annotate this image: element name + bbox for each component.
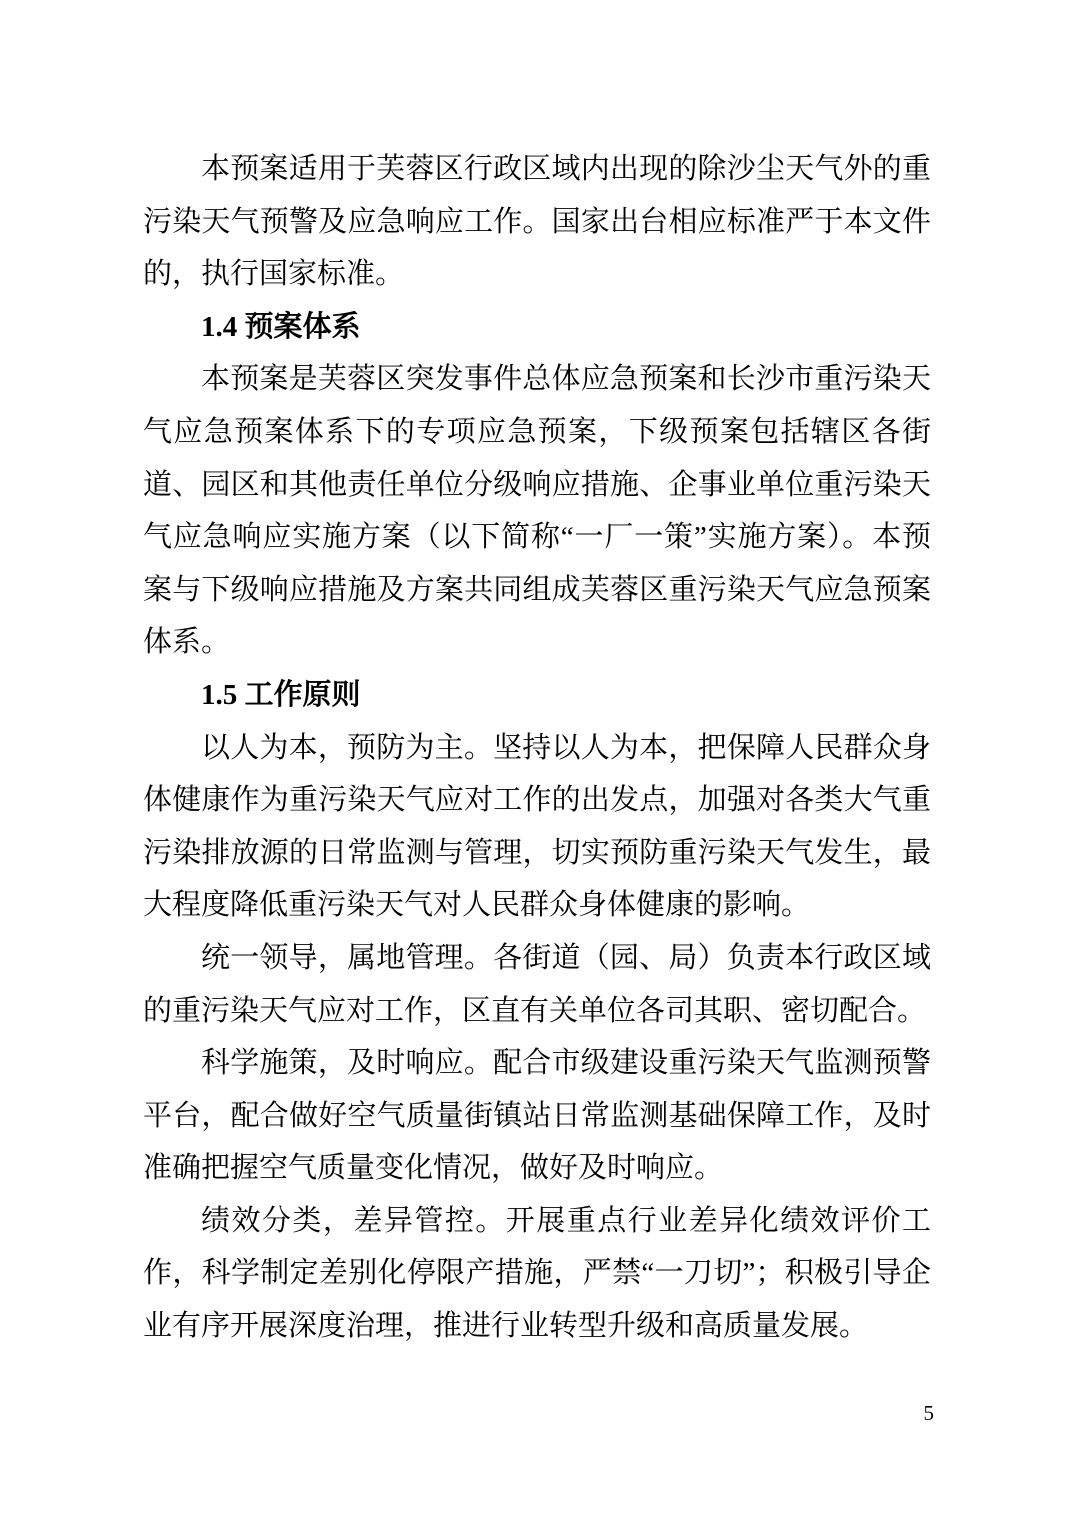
paragraph-scientific-policy: 科学施策，及时响应。配合市级建设重污染天气监测预警平台，配合做好空气质量街镇站日常监测基础保障工作，及时准确把握空气质量变化情况，做好及时响应。: [143, 1047, 931, 1185]
page-number: 5: [923, 1401, 934, 1425]
document-body: [143, 143, 931, 1353]
paragraph-performance-classification: 绩效分类，差异管控。开展重点行业差异化绩效评价工作，科学制定差别化停限产措施，严禁“一刀切”；积极引导企业有序开展深度治理，推进行业转型升级和高质量发展。: [143, 1204, 931, 1343]
paragraph-scope-of-application: 本预案适用于芙蓉区行政区域内出现的除沙尘天气外的重污染天气预警及应急响应工作。国家出台相应标准严于本文件的，执行国家标准。: [143, 153, 931, 291]
paragraph-people-first: 以人为本，预防为主。坚持以人为本，把保障人民群众身体健康作为重污染天气应对工作的出发点，加强对各类大气重污染排放源的日常监测与管理，切实预防重污染天气发生，最大程度降低重污染天气对人民群众身体健康的影响。: [143, 731, 931, 922]
paragraph-plan-system: 本预案是芙蓉区突发事件总体应急预案和长沙市重污染天气应急预案体系下的专项应急预案，下级预案包括辖区各街道、园区和其他责任单位分级响应措施、企事业单位重污染天气应急响应实施方案（以下简称“一厂一策”实施方案）。本预案与下级响应措施及方案共同组成芙蓉区重污染天气应急预案体系。: [143, 363, 931, 659]
heading-1-5-working-principles: 1.5 工作原则: [201, 678, 361, 711]
paragraph-unified-leadership: 统一领导，属地管理。各街道（园、局）负责本行政区域的重污染天气应对工作，区直有关单位各司其职、密切配合。: [143, 941, 931, 1027]
heading-1-4-plan-system: 1.4 预案体系: [201, 310, 361, 343]
